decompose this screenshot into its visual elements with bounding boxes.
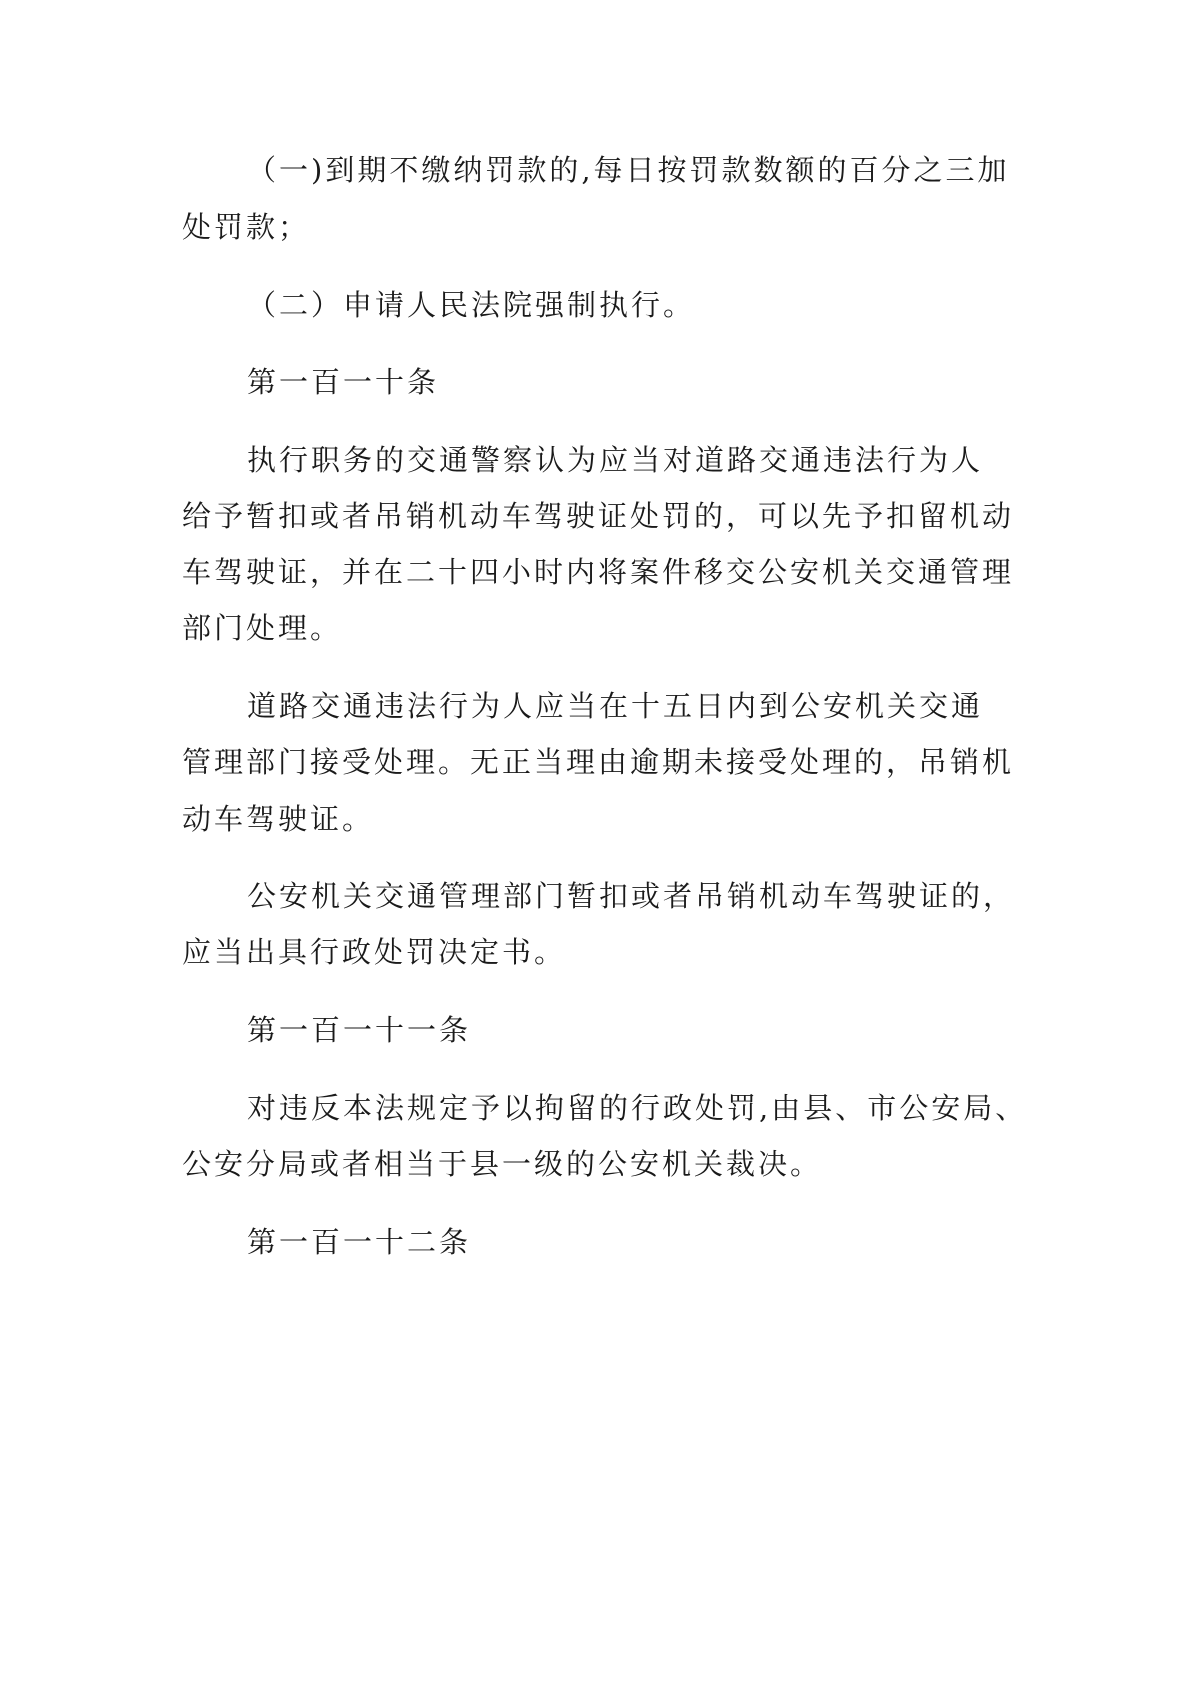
- article-111-para-1-line-2: 公安分局或者相当于县一级的公安机关裁决。: [182, 1147, 823, 1181]
- article-110-para-2-line-3: 动车驾驶证。: [182, 802, 375, 836]
- article-110-para-3-line-2: 应当出具行政处罚决定书。: [182, 935, 567, 969]
- article-110-para-1-line-4: 部门处理。: [182, 611, 343, 645]
- article-112-title: 第一百一十二条: [247, 1225, 472, 1259]
- item-1-line-1: （一)到期不缴纳罚款的,每日按罚款数额的百分之三加: [247, 153, 1010, 187]
- article-110-para-2-line-1: 道路交通违法行为人应当在十五日内到公安机关交通: [247, 689, 984, 723]
- item-1-line-2: 处罚款；: [182, 210, 311, 244]
- article-110-para-1-line-2: 给予暂扣或者吊销机动车驾驶证处罚的，可以先予扣留机动: [182, 499, 1015, 533]
- item-2-line-1: （二）申请人民法院强制执行。: [247, 288, 696, 322]
- article-111-title: 第一百一十一条: [247, 1013, 472, 1047]
- article-110-title: 第一百一十条: [247, 365, 440, 399]
- article-110-para-3-line-1: 公安机关交通管理部门暂扣或者吊销机动车驾驶证的，: [247, 879, 1016, 913]
- article-110-para-1-line-1: 执行职务的交通警察认为应当对道路交通违法行为人: [247, 443, 984, 477]
- article-110-para-1-line-3: 车驾驶证，并在二十四小时内将案件移交公安机关交通管理: [182, 555, 1015, 589]
- article-110-para-2-line-2: 管理部门接受处理。无正当理由逾期未接受处理的，吊销机: [182, 745, 1015, 779]
- article-111-para-1-line-1: 对违反本法规定予以拘留的行政处罚,由县、市公安局、: [247, 1091, 1028, 1125]
